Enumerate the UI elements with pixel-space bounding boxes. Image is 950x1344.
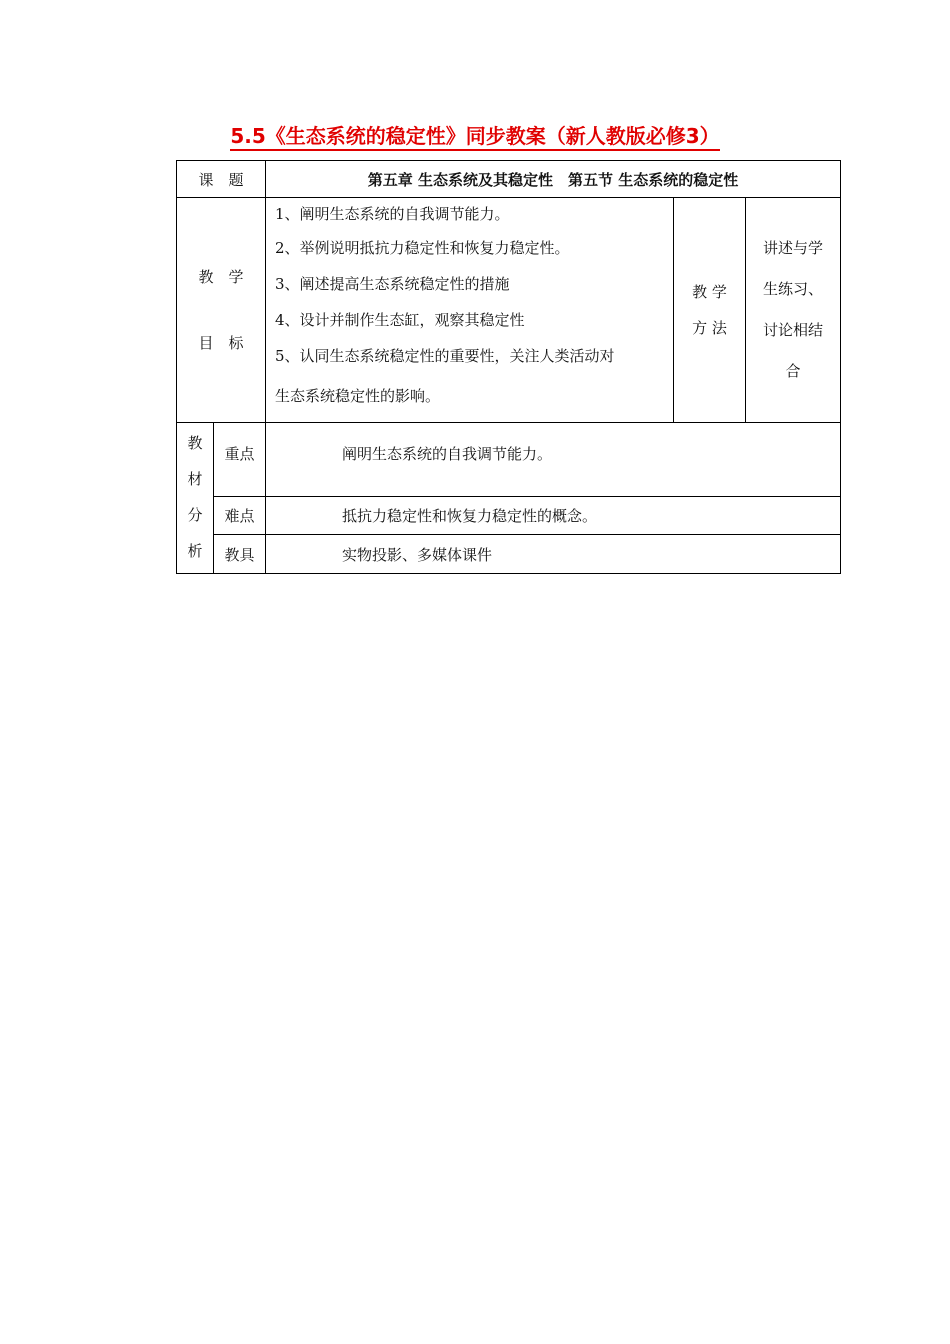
method-value-line: 讨论相结 xyxy=(763,321,824,339)
difficulty-label: 难点 xyxy=(214,497,266,535)
analysis-label xyxy=(177,423,214,574)
teaching-tools-value: 实物投影、多媒体课件 xyxy=(266,535,841,574)
analysis-label-char: 析 xyxy=(187,542,203,560)
goals-label-line2: 目 标 xyxy=(198,334,244,352)
analysis-label-char: 材 xyxy=(187,470,203,488)
method-value-line: 合 xyxy=(785,362,801,380)
goal-item: 4、设计并制作生态缸，观察其稳定性 xyxy=(275,311,525,329)
key-point-value: 阐明生态系统的自我调节能力。 xyxy=(266,423,841,497)
method-value-line: 生练习、 xyxy=(763,280,824,298)
lesson-plan-table xyxy=(176,160,841,574)
method-label-line1: 教 学 xyxy=(692,283,727,301)
document-title xyxy=(0,120,950,149)
topic-value: 第五章 生态系统及其稳定性 第五节 生态系统的稳定性 xyxy=(266,161,841,198)
document-title-text: 5.5《生态系统的稳定性》同步教案（新人教版必修3） xyxy=(230,124,719,151)
analysis-row-key xyxy=(177,423,841,497)
goal-item: 2、举例说明抵抗力稳定性和恢复力稳定性。 xyxy=(275,239,570,257)
goals-label-line1: 教 学 xyxy=(198,268,244,286)
method-label-line2: 方 法 xyxy=(692,319,727,337)
difficulty-value: 抵抗力稳定性和恢复力稳定性的概念。 xyxy=(266,497,841,535)
analysis-row-tools xyxy=(177,535,841,574)
analysis-label-char: 分 xyxy=(187,506,203,524)
topic-label: 课 题 xyxy=(177,161,266,198)
goals-label xyxy=(177,198,266,423)
goals-list xyxy=(266,198,674,423)
goal-item: 5、认同生态系统稳定性的重要性，关注人类活动对 xyxy=(275,347,615,365)
analysis-row-difficulty xyxy=(177,497,841,535)
teaching-tools-label: 教具 xyxy=(214,535,266,574)
method-value xyxy=(746,198,841,423)
analysis-label-char: 教 xyxy=(187,434,203,452)
goal-item: 1、阐明生态系统的自我调节能力。 xyxy=(275,205,510,223)
method-label xyxy=(674,198,746,423)
key-point-label: 重点 xyxy=(214,423,266,497)
goal-item: 3、阐述提高生态系统稳定性的措施 xyxy=(275,275,510,293)
goals-row xyxy=(177,198,841,423)
goal-item: 生态系统稳定性的影响。 xyxy=(275,387,441,405)
method-value-line: 讲述与学 xyxy=(763,239,824,257)
topic-row xyxy=(177,161,841,198)
